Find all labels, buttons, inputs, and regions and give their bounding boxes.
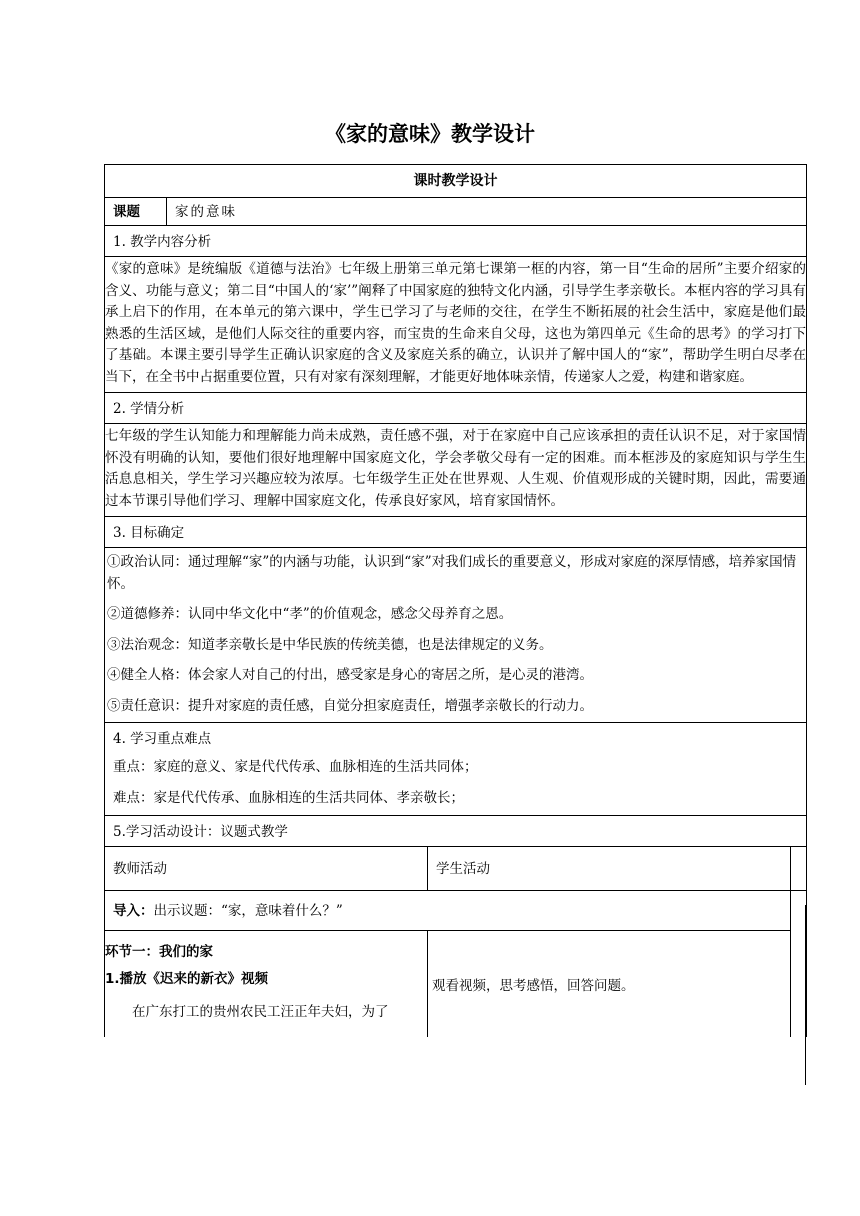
section-goals-title: 3. 目标确定 (113, 525, 185, 541)
section-content-analysis-title: 1. 教学内容分析 (113, 234, 212, 250)
key-point-text: 重点：家庭的意义、家是代代传承、血脉相连的生活共同体； (113, 759, 478, 775)
section-learner-analysis-title-row (105, 393, 806, 424)
stage-one-row (105, 931, 791, 1037)
goal-item: ①政治认同：通过理解“家”的内涵与功能，认识到“家”对我们成长的重要意义，形成对家庭的深厚情感，培养家国情怀。 (107, 554, 797, 592)
section-content-analysis-title-row (105, 226, 806, 257)
video-title: 1.播放《迟来的新衣》视频 (105, 971, 269, 987)
goal-item: ③法治观念：知道孝亲敬长是中华民族的传统美德，也是法律规定的义务。 (107, 636, 553, 653)
section-activity-title: 5.学习活动设计：议题式教学 (113, 824, 288, 840)
goal-item: ⑤责任意识：提升对家庭的责任感，自觉分担家庭责任，增强孝亲敬长的行动力。 (107, 697, 593, 714)
goal-item: ②道德修养：认同中华文化中“孝”的价值观念，感念父母养育之恩。 (107, 606, 513, 622)
stage-one-title: 环节一：我们的家 (105, 944, 213, 960)
section-content-analysis-body-row (105, 257, 806, 393)
teacher-activity-header: 教师活动 (105, 847, 428, 890)
section-activity-title-row (105, 816, 806, 847)
section-learner-analysis-title: 2. 学情分析 (113, 401, 185, 417)
section-content-analysis-body: 《家的意味》是统编版《道德与法治》七年级上册第三单元第七课第一框的内容，第一目“生命的居所”主要介绍家的含义、功能与意义；第二目“中国人的‘家’”阐释了中国家庭的独特文化内涵，引导学生孝亲敬长。本框内容的学习具有承上启下的作用，在本单元的第六课中，学生已学习了与老师的交往，在学生不断拓展的社会生活中，家庭是他们最熟悉的生活区域，是他们人际交往的重要内容，而宝贵的生命来自父母，这也为第四单元《生命的思考》的学习打下了基础。本课主要引导学生正确认识家庭的含义及家庭关系的确立，认识并了解中国人的“家”，帮助学生明白尽孝在当下，在全书中占据重要位置，只有对家有深刻理解，才能更好地体味亲情，传递家人之爱，构建和谐家庭。 (105, 261, 806, 385)
student-activity-cell: 观看视频，思考感悟，回答问题。 (432, 978, 635, 994)
lead-in-label: 导入： (113, 903, 154, 919)
teacher-activity-cell (105, 931, 428, 1037)
section-learner-analysis-body: 七年级的学生认知能力和理解能力尚未成熟，责任感不强，对于在家庭中自己应该承担的责任认识不足，对于家国情怀没有明确的认知，要他们很好地理解中国家庭文化，学会孝敬父母有一定的困难。而本框涉及的家庭知识与学生生活息息相关，学生学习兴趣应较为浓厚。七年级学生正处在世界观、人生观、价值观形成的关键时期，因此，需要通过本节课引导他们学习、理解中国家庭文化，传承良好家风，培育家国情怀。 (105, 428, 806, 509)
section-keypoints-row (105, 723, 806, 816)
lead-in-text: 出示议题：“家，意味着什么？” (153, 903, 343, 919)
section-keypoints-title: 4. 学习重点难点 (113, 731, 212, 747)
lead-in-row (105, 891, 791, 931)
topic-label: 课题 (105, 198, 167, 225)
topic-value: 家的意味 (175, 204, 237, 220)
student-activity-header: 学生活动 (428, 847, 791, 890)
topic-row (105, 198, 806, 226)
difficulty-text: 难点：家是代代传承、血脉相连的生活共同体、孝亲敬长； (113, 790, 464, 806)
table-heading: 课时教学设计 (105, 165, 806, 198)
section-learner-analysis-body-row (105, 424, 806, 517)
lesson-design-table (104, 164, 807, 1037)
video-story-text: 在广东打工的贵州农民工汪正年夫妇，为了 (132, 1004, 389, 1020)
activity-header-row (105, 847, 806, 891)
table-outer-border (805, 905, 806, 1085)
section-goals-body-row (105, 548, 806, 723)
goal-item: ④健全人格：体会家人对自己的付出，感受家是身心的寄居之所，是心灵的港湾。 (107, 667, 593, 683)
section-goals-title-row (105, 517, 806, 548)
page-title: 《家的意味》教学设计 (325, 122, 535, 146)
